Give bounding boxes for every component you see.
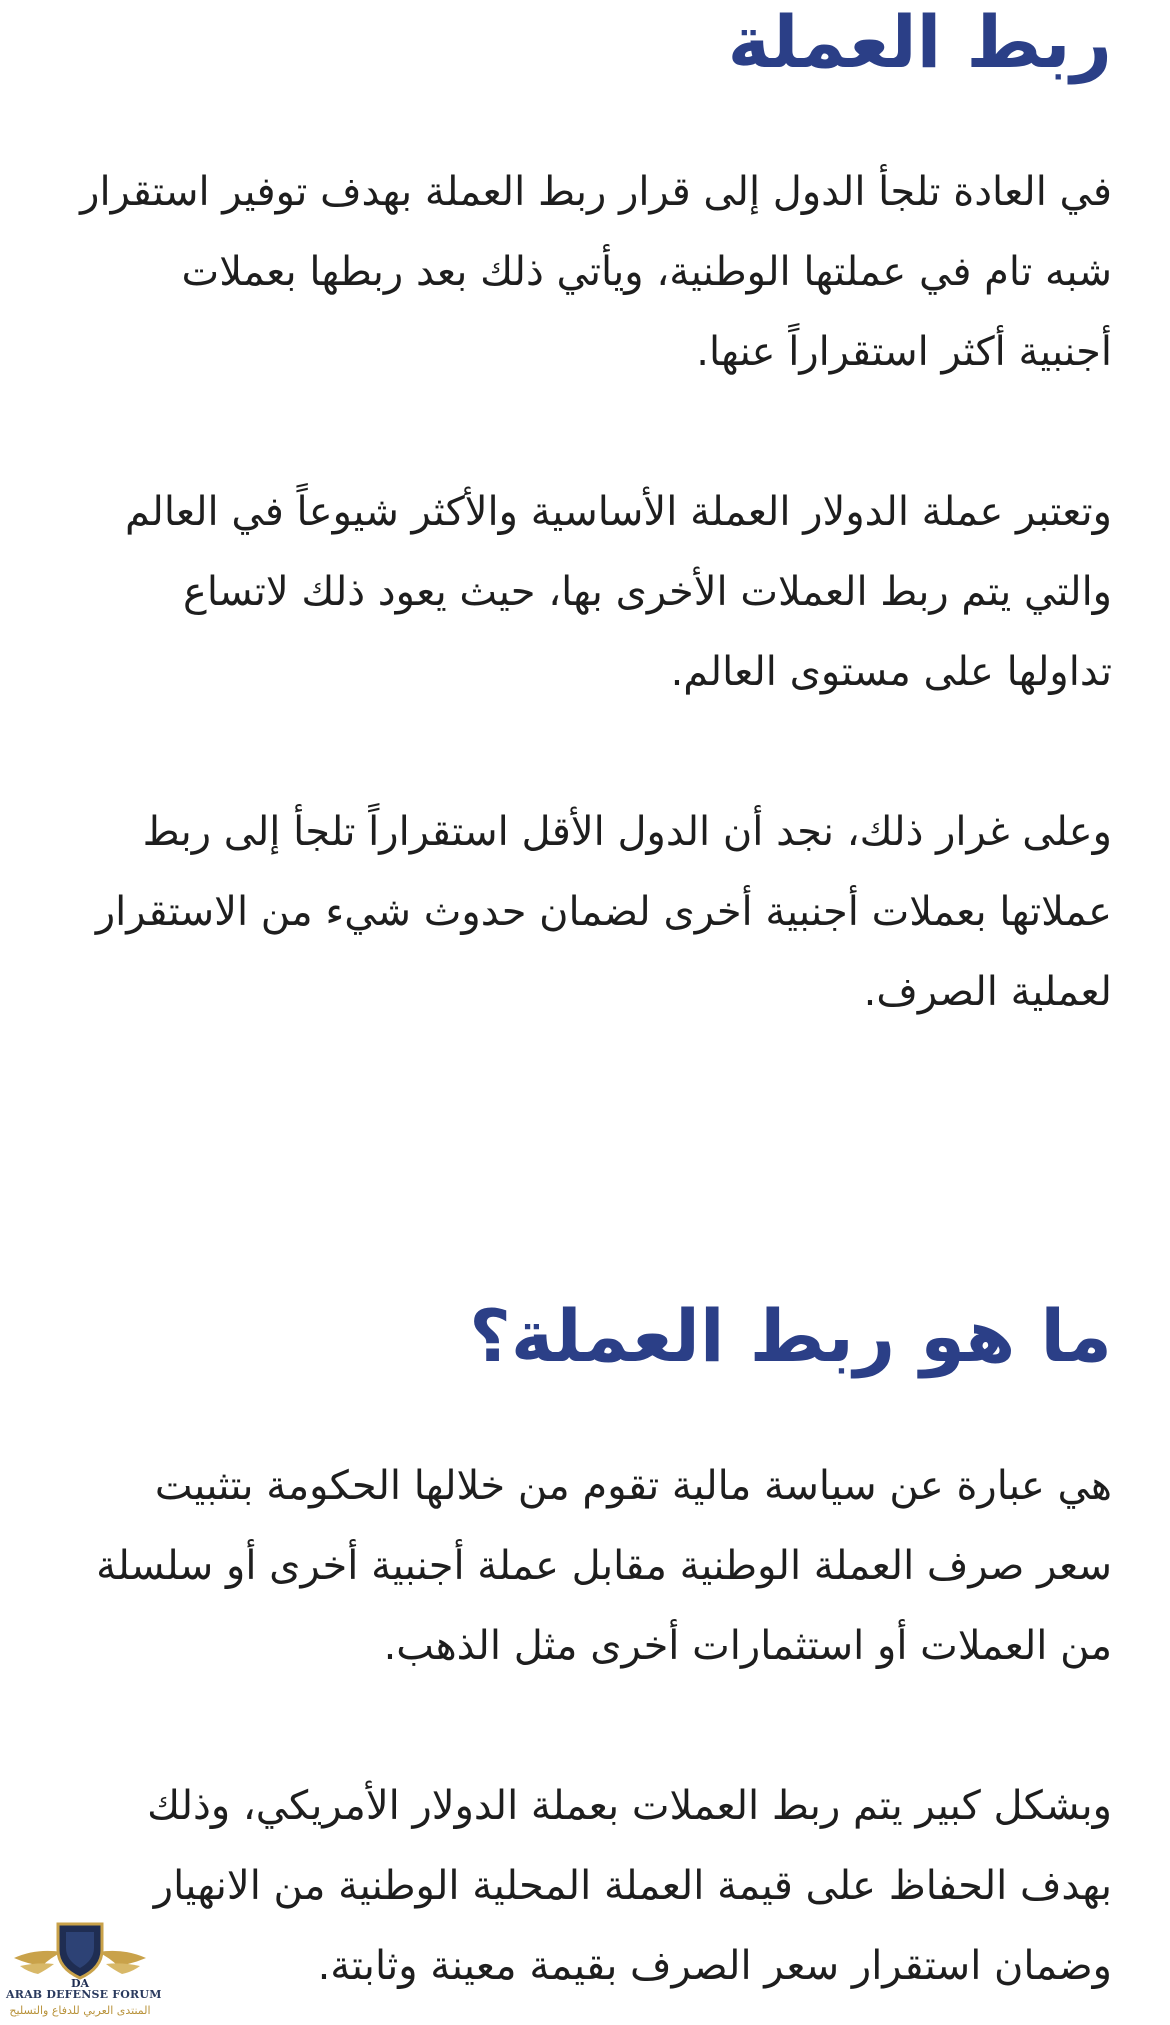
paragraph-line: والتي يتم ربط العملات الأخرى بها، حيث يعود ذلك لاتساع <box>182 569 1112 615</box>
paragraph-line: في العادة تلجأ الدول إلى قرار ربط العملة بهدف توفير استقرار <box>80 169 1112 215</box>
paragraph-line: هي عبارة عن سياسة مالية تقوم من خلالها الحكومة بتثبيت <box>154 1463 1112 1509</box>
paragraph-line: سعر صرف العملة الوطنية مقابل عملة أجنبية أخرى أو سلسلة <box>96 1543 1112 1589</box>
section-heading: ما هو ربط العملة؟ <box>469 1294 1112 1378</box>
paragraph-line: شبه تام في عملتها الوطنية، ويأتي ذلك بعد ربطها بعملات <box>181 249 1112 295</box>
paragraph-line: وبشكل كبير يتم ربط العملات بعملة الدولار الأمريكي، وذلك <box>147 1783 1112 1829</box>
paragraph-line: وضمان استقرار سعر الصرف بقيمة معينة وثابتة. <box>317 1943 1112 1989</box>
paragraph-line: وعلى غرار ذلك، نجد أن الدول الأقل استقراراً تلجأ إلى ربط <box>142 809 1112 855</box>
watermark-logo <box>6 1918 162 2022</box>
paragraph-line: أجنبية أكثر استقراراً عنها. <box>696 329 1112 375</box>
paragraph-line: عملاتها بعملات أجنبية أخرى لضمان حدوث شيء من الاستقرار <box>95 889 1112 935</box>
shield-wings-logo-icon <box>6 1918 154 1988</box>
logo-name-en: ARAB DEFENSE FORUM <box>6 1988 162 2001</box>
paragraph-line: لعملية الصرف. <box>863 969 1112 1015</box>
logo-name-ar: المنتدى العربي للدفاع والتسليح <box>9 2004 151 2017</box>
section-heading: ربط العملة <box>727 0 1112 84</box>
paragraph-line: بهدف الحفاظ على قيمة العملة المحلية الوطنية من الانهيار <box>153 1863 1112 1909</box>
paragraph-line: من العملات أو استثمارات أخرى مثل الذهب. <box>383 1623 1112 1669</box>
paragraph-line: تداولها على مستوى العالم. <box>670 649 1112 695</box>
logo-monogram: DA <box>70 1977 90 1988</box>
paragraph-line: وتعتبر عملة الدولار العملة الأساسية والأكثر شيوعاً في العالم <box>125 489 1112 535</box>
